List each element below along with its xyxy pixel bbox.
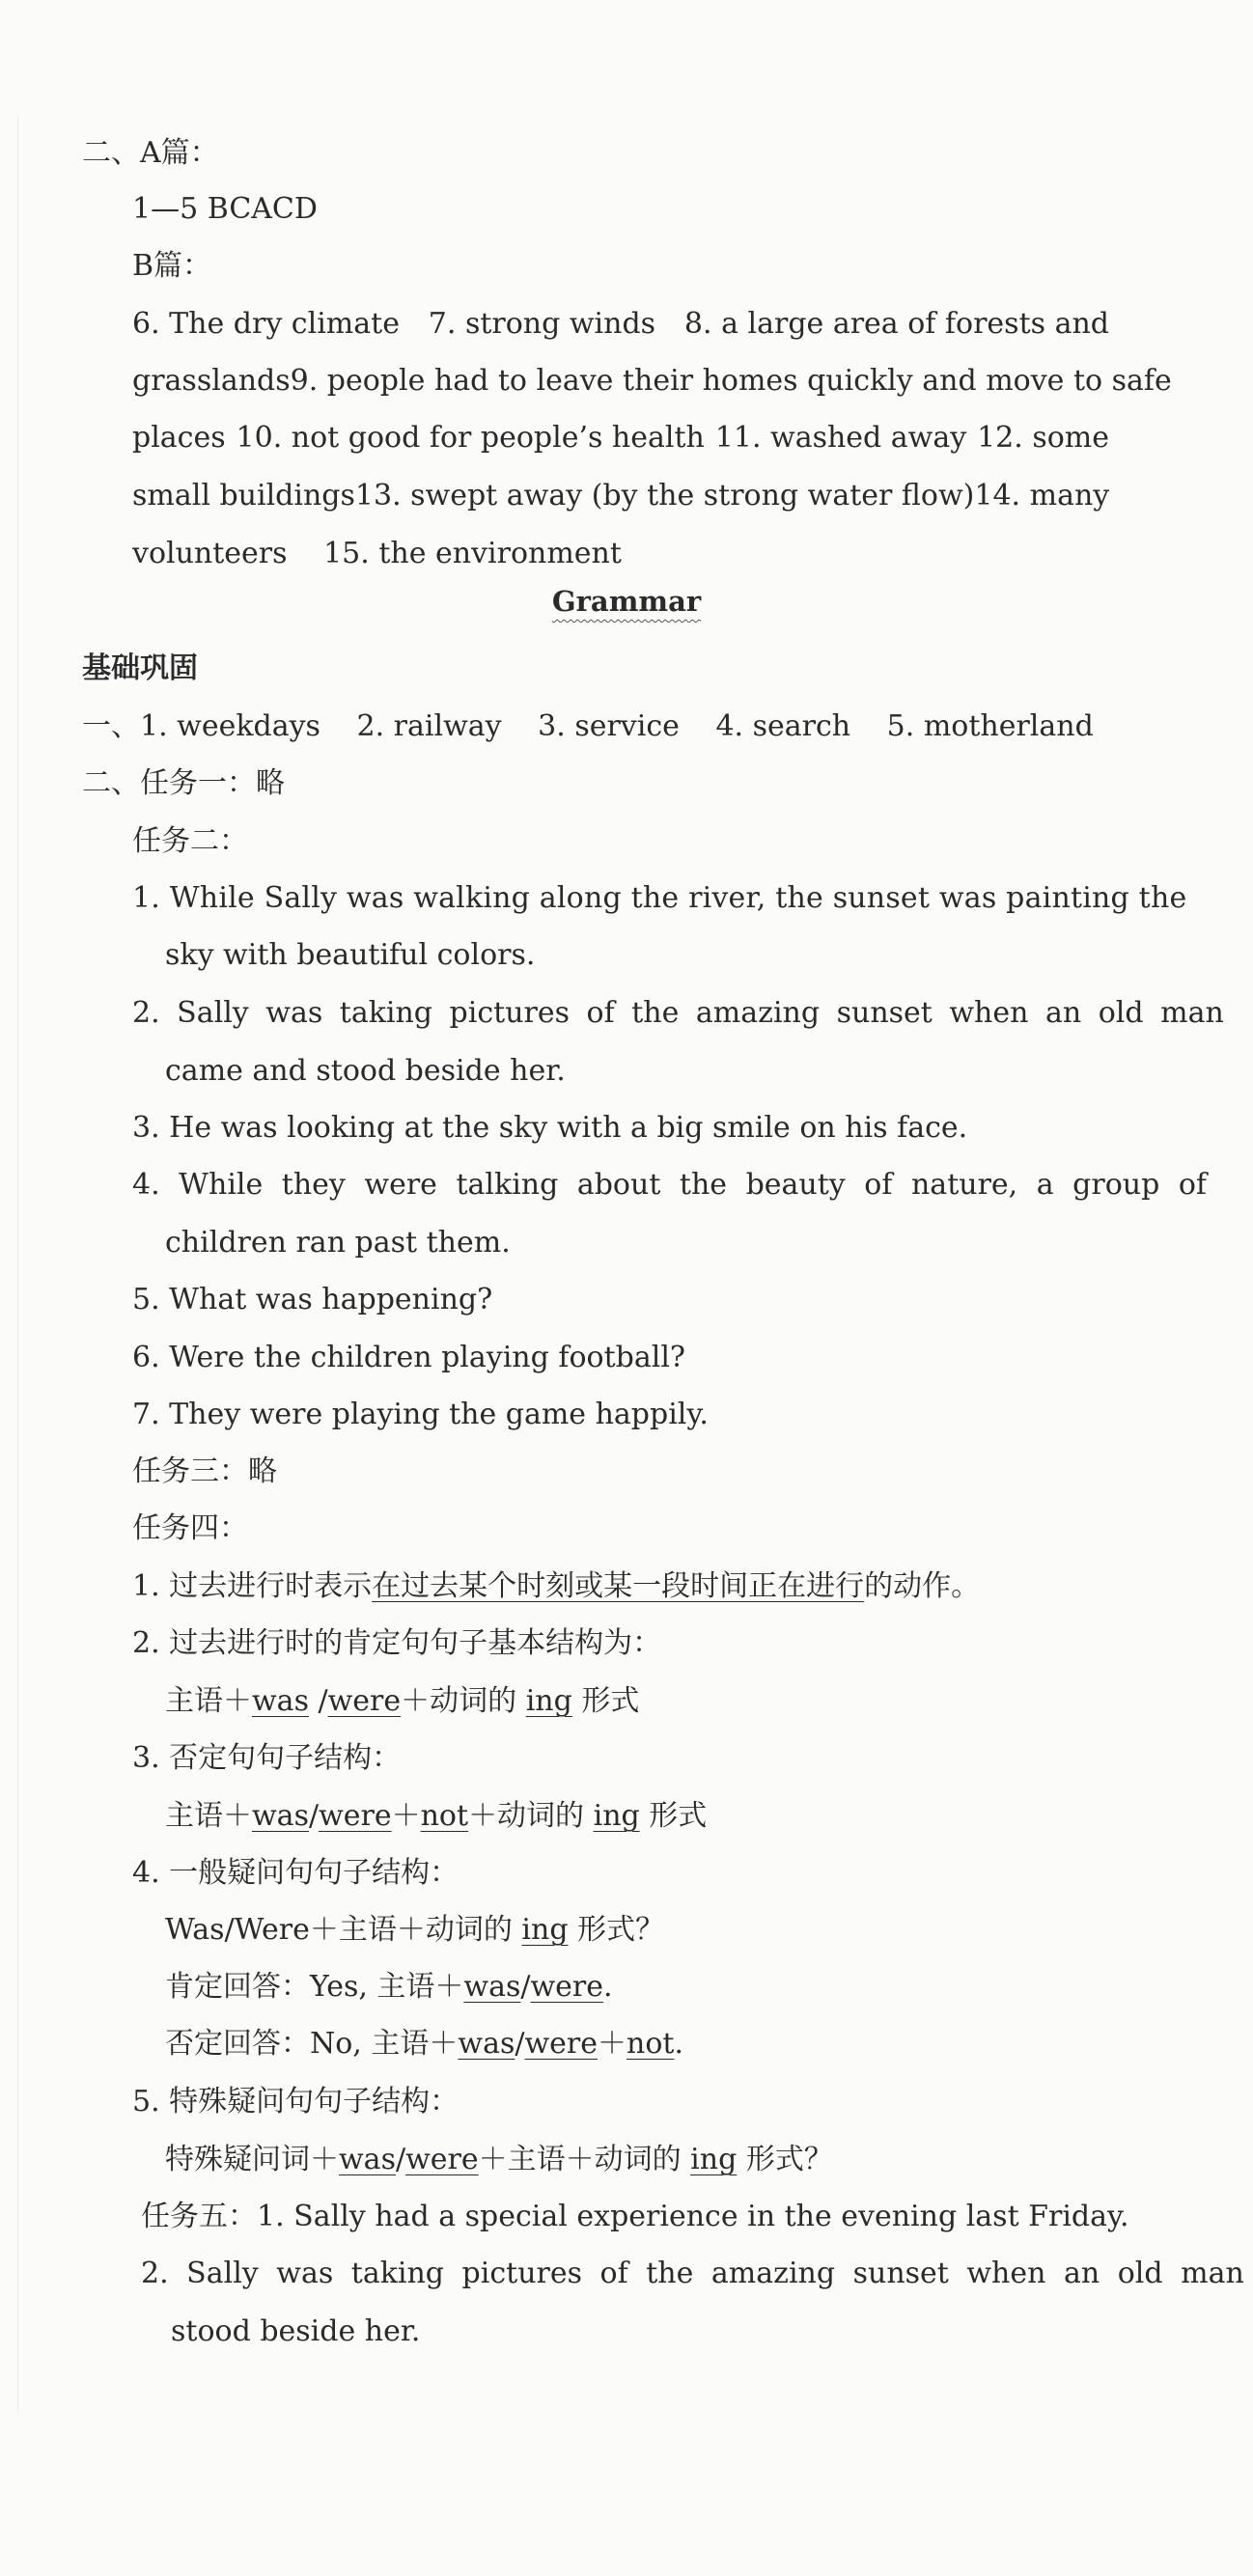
blank-fill: 在过去某个时刻或某一段时间正在进行 (372, 1569, 865, 1603)
task4-title: 任务四： (132, 1511, 248, 1545)
task2-title: 任务二： (132, 824, 248, 858)
task2-item-2-cont: came and stood beside her. (165, 1054, 566, 1088)
task4-rule-4-no: 否定回答：No, 主语＋was/were＋not. (165, 2027, 683, 2061)
task5-item-2: 2. Sally was taking pictures of the amazing sunset when an old man (141, 2257, 1244, 2290)
blank-fill: were (327, 1684, 402, 1718)
answer-7: 7. strong winds (428, 307, 656, 341)
q1-answers: 一、1. weekdays 2. railway 3. service 4. search 5. motherland (82, 709, 1094, 743)
section-heading: 基础巩固 (82, 651, 198, 685)
task4-rule-4-structure: Was/Were＋主语＋动词的 ing 形式？ (165, 1913, 665, 1947)
blank-fill: ing (690, 2143, 738, 2176)
blank-fill: was (252, 1799, 309, 1833)
part-b-line-1 (132, 305, 1109, 344)
task2-item-5: 5. What was happening? (132, 1283, 493, 1316)
answer-13: 13. swept away (by the strong water flow) (354, 479, 975, 512)
blank-fill: were (319, 1799, 392, 1833)
blank-fill: not (626, 2027, 675, 2061)
task4-rule-4-title: 4. 一般疑问句句子结构： (132, 1856, 459, 1890)
answer-6: 6. The dry climate (132, 307, 400, 341)
part-b-line-4 (132, 477, 1109, 515)
task4-rule-4-yes: 肯定回答：Yes, 主语＋was/were. (165, 1970, 613, 2004)
task5-item-2-cont: stood beside her. (171, 2314, 421, 2348)
blank-fill: were (524, 2027, 598, 2061)
blank-fill: were (530, 1970, 604, 2004)
task2-item-7: 7. They were playing the game happily. (132, 1398, 709, 1431)
task4-rule-1: 1. 过去进行时表示在过去某个时刻或某一段时间正在进行的动作。 (132, 1569, 981, 1603)
task2-item-1-cont: sky with beautiful colors. (165, 938, 536, 972)
answer-8-cont: grasslands (132, 364, 291, 398)
task2-item-3: 3. He was looking at the sky with a big smile on his face. (132, 1111, 968, 1145)
blank-fill: was (252, 1684, 309, 1718)
answer-11: 11. washed away (714, 421, 967, 455)
blank-fill: not (420, 1799, 469, 1833)
task4-rule-2-title: 2. 过去进行时的肯定句句子基本结构为： (132, 1626, 662, 1660)
task4-rule-5-structure: 特殊疑问词＋was/were＋主语＋动词的 ing 形式？ (165, 2143, 833, 2176)
task3: 任务三：略 (132, 1454, 277, 1488)
task2-item-4: 4. While they were talking about the beauty of nature, a group of (132, 1168, 1207, 1202)
part-b-line-3 (132, 419, 1109, 457)
part-a-title: 二、A篇： (82, 136, 219, 170)
answer-14-cont: volunteers (132, 537, 288, 570)
answer-8: 8. a large area of forests and (683, 307, 1109, 341)
margin-line (17, 116, 18, 2413)
blank-fill: ing (593, 1799, 640, 1833)
blank-fill: was (458, 2027, 515, 2061)
blank-fill: ing (521, 1913, 569, 1947)
answer-9: 9. people had to leave their homes quickly and move to safe (290, 364, 1172, 398)
blank-fill: were (405, 2143, 479, 2176)
task2-item-1: 1. While Sally was walking along the river, the sunset was painting the (132, 881, 1187, 915)
part-a-answers: 1—5 BCACD (132, 192, 318, 226)
answer-15: 15. the environment (323, 537, 622, 570)
answer-10: 10. not good for people’s health (236, 421, 705, 455)
part-b-line-2 (132, 362, 1172, 401)
part-b-title: B篇： (132, 249, 212, 283)
task2-item-4-cont: children ran past them. (165, 1226, 511, 1260)
blank-fill: was (339, 2143, 396, 2176)
task5-item-1: 任务五：1. Sally had a special experience in the evening last Friday. (141, 2200, 1129, 2233)
answer-12: 12. some (977, 421, 1109, 455)
task2-item-2: 2. Sally was taking pictures of the amazing sunset when an old man (132, 996, 1224, 1030)
blank-fill: ing (525, 1684, 572, 1718)
blank-fill: was (463, 1970, 521, 2004)
part-b-line-5 (132, 535, 1253, 573)
task1: 二、任务一：略 (82, 766, 285, 800)
answer-12-cont: small buildings (132, 479, 355, 512)
answer-14: 14. many (974, 479, 1110, 512)
task2-item-6: 6. Were the children playing football? (132, 1341, 686, 1374)
task4-rule-5-title: 5. 特殊疑问句句子结构： (132, 2085, 459, 2119)
task4-rule-3-structure: 主语＋was/were＋not＋动词的 ing 形式 (165, 1799, 708, 1833)
answer-9-cont: places (132, 421, 226, 455)
task4-rule-3-title: 3. 否定句句子结构： (132, 1741, 402, 1775)
task4-rule-2-structure: 主语＋was /were＋动词的 ing 形式 (165, 1684, 640, 1718)
grammar-title: Grammar (551, 585, 702, 618)
